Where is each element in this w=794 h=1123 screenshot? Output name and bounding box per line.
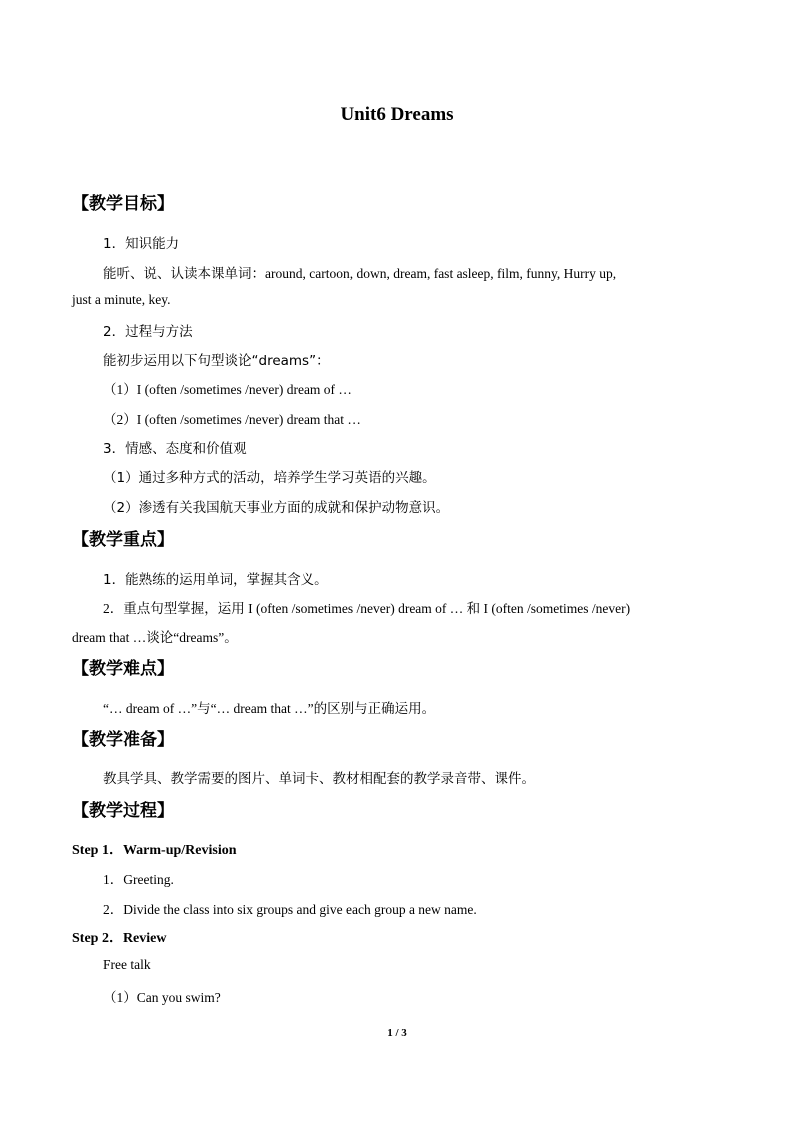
objective-heading-process: 2．过程与方法 (103, 324, 193, 340)
vocabulary-text: 能听、说、认读本课单词：around, cartoon, down, dream, fast asleep, film, funny, Hurry up, (103, 266, 617, 281)
step-1-item-2: 2．Divide the class into six groups and give each group a new name. (103, 902, 477, 917)
section-heading-process: 【教学过程】 (72, 801, 174, 821)
step-1-heading: Step 1．Warm-up/Revision (72, 843, 237, 858)
section-heading-difficulties: 【教学难点】 (72, 659, 174, 679)
step-2-line-1: Free talk (103, 957, 151, 972)
key-point-2: 2．重点句型掌握，运用 I (often /sometimes /never) dream of … 和 I (often /sometimes /never) (103, 601, 631, 616)
key-point-1: 1．能熟练的运用单词，掌握其含义。 (103, 572, 328, 588)
sentence-pattern-intro: 能初步运用以下句型谈论“dreams”： (103, 353, 330, 369)
key-point-2-continued: dream that …谈论“dreams”。 (72, 630, 238, 645)
document-title: Unit6 Dreams (340, 104, 454, 125)
section-heading-preparation: 【教学准备】 (72, 730, 174, 750)
objective-heading-emotion: 3．情感、态度和价值观 (103, 441, 247, 457)
emotion-item-1: （1）通过多种方式的活动，培养学生学习英语的兴趣。 (103, 470, 436, 486)
objective-heading-knowledge: 1．知识能力 (103, 236, 180, 252)
vocabulary-line (103, 262, 720, 282)
section-heading-objectives: 【教学目标】 (72, 194, 174, 214)
step-1-item-1: 1．Greeting. (103, 872, 174, 887)
preparation-text: 教具学具、教学需要的图片、单词卡、教材相配套的教学录音带、课件。 (103, 771, 535, 787)
difficulty-1: “… dream of …”与“… dream that …”的区别与正确运用。 (103, 701, 436, 716)
section-heading-key-points: 【教学重点】 (72, 530, 174, 550)
sentence-pattern-2: （2）I (often /sometimes /never) dream that … (103, 412, 361, 427)
page-number: 1 / 3 (387, 1027, 407, 1039)
step-2-heading: Step 2．Review (72, 931, 167, 946)
emotion-item-2: （2）渗透有关我国航天事业方面的成就和保护动物意识。 (103, 500, 450, 516)
step-2-line-2: （1）Can you swim? (103, 990, 221, 1005)
vocabulary-line-continued: just a minute, key. (72, 292, 171, 307)
sentence-pattern-1: （1）I (often /sometimes /never) dream of … (103, 382, 352, 397)
